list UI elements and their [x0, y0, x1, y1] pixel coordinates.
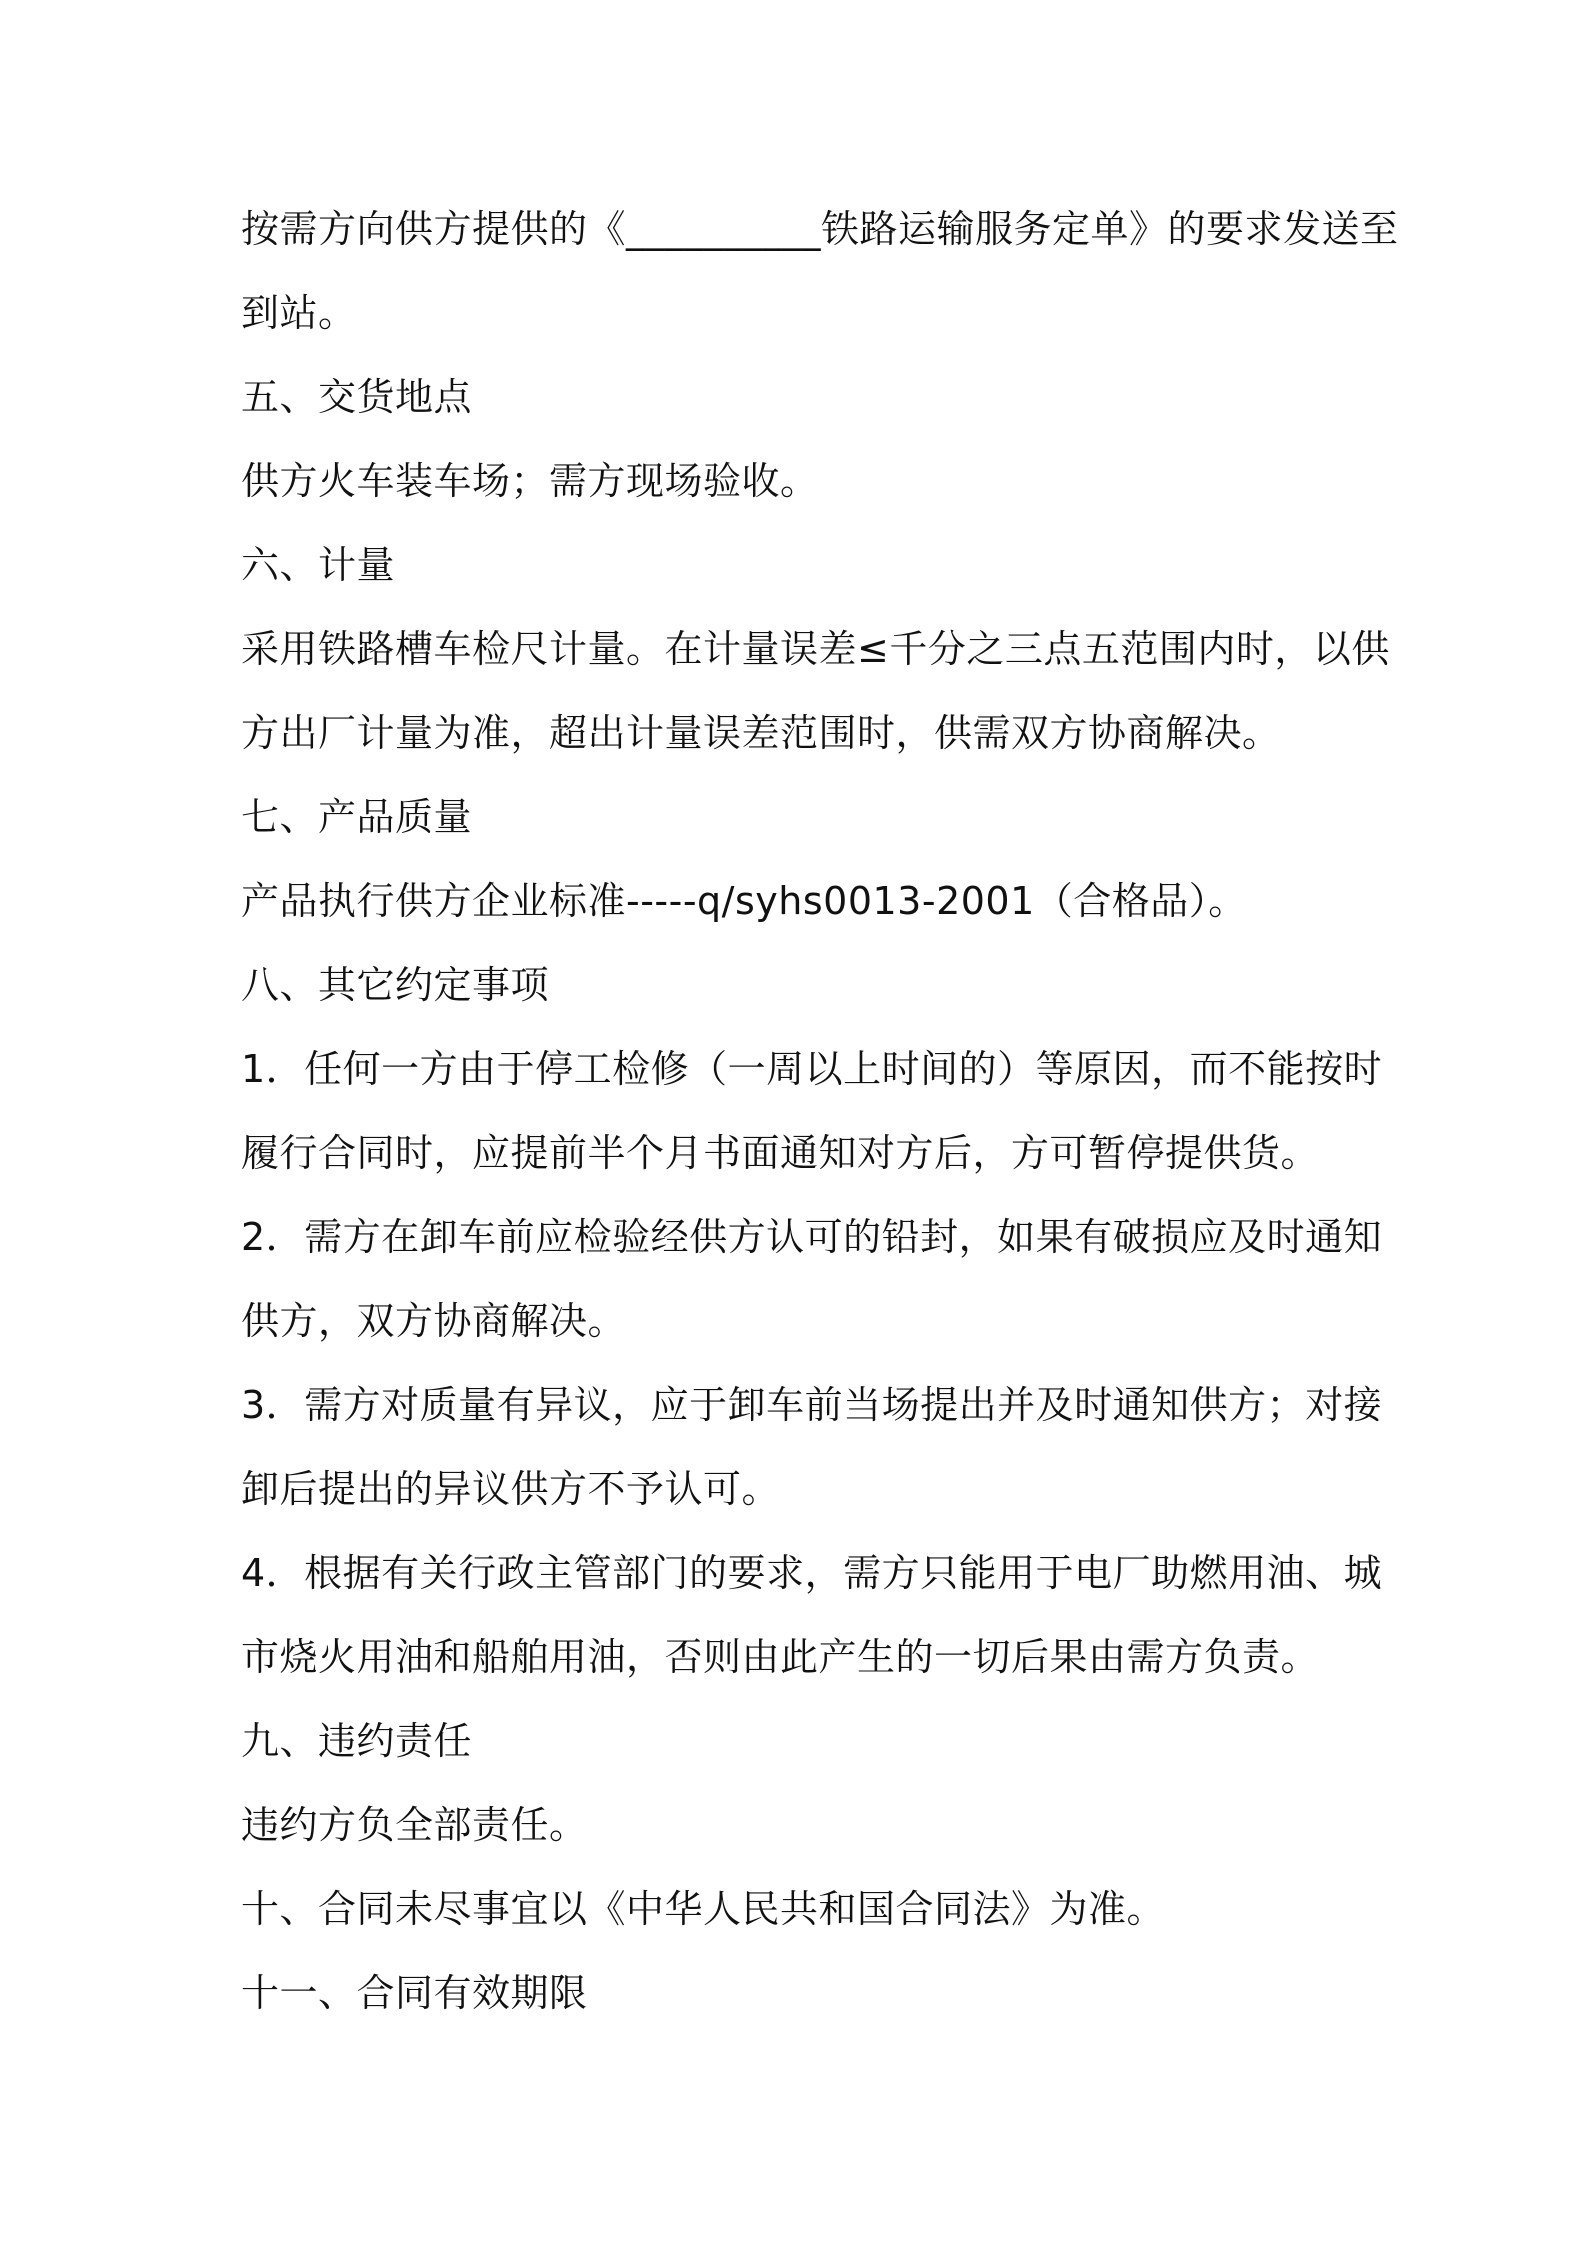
section-heading-other-terms: 八、其它约定事项	[241, 963, 550, 1007]
section-heading-delivery-location: 五、交货地点	[241, 375, 473, 419]
body-line-measurement-2: 方出厂计量为准，超出计量误差范围时，供需双方协商解决。	[241, 711, 1281, 755]
body-line-liability: 违约方负全部责任。	[241, 1803, 588, 1847]
section-heading-product-quality: 七、产品质量	[241, 795, 473, 839]
body-line-measurement-1: 采用铁路槽车检尺计量。在计量误差≤千分之三点五范围内时，以供	[241, 627, 1390, 671]
clause-1-line-1: 1．任何一方由于停工检修（一周以上时间的）等原因，而不能按时	[241, 1047, 1383, 1091]
body-line-shipping-order: 按需方向供方提供的《__________铁路运输服务定单》的要求发送至	[241, 207, 1399, 251]
clause-3-line-2: 卸后提出的异议供方不予认可。	[241, 1467, 781, 1511]
document-body	[241, 187, 1399, 2035]
body-line-product-standard: 产品执行供方企业标准-----q/syhs0013-2001（合格品）。	[241, 879, 1247, 923]
body-line-arrival-station: 到站。	[241, 291, 357, 335]
section-heading-contract-law: 十、合同未尽事宜以《中华人民共和国合同法》为准。	[241, 1887, 1166, 1931]
clause-1-line-2: 履行合同时，应提前半个月书面通知对方后，方可暂停提供货。	[241, 1131, 1320, 1175]
body-line-delivery-location: 供方火车装车场；需方现场验收。	[241, 459, 819, 503]
section-heading-measurement: 六、计量	[241, 543, 396, 587]
section-heading-liability: 九、违约责任	[241, 1719, 473, 1763]
clause-4-line-1: 4．根据有关行政主管部门的要求，需方只能用于电厂助燃用油、城	[241, 1551, 1383, 1595]
section-heading-validity-period: 十一、合同有效期限	[241, 1971, 588, 2015]
clause-4-line-2: 市烧火用油和船舶用油，否则由此产生的一切后果由需方负责。	[241, 1635, 1320, 1679]
clause-3-line-1: 3．需方对质量有异议，应于卸车前当场提出并及时通知供方；对接	[241, 1383, 1383, 1427]
clause-2-line-2: 供方，双方协商解决。	[241, 1299, 627, 1343]
clause-2-line-1: 2．需方在卸车前应检验经供方认可的铅封，如果有破损应及时通知	[241, 1215, 1383, 1259]
